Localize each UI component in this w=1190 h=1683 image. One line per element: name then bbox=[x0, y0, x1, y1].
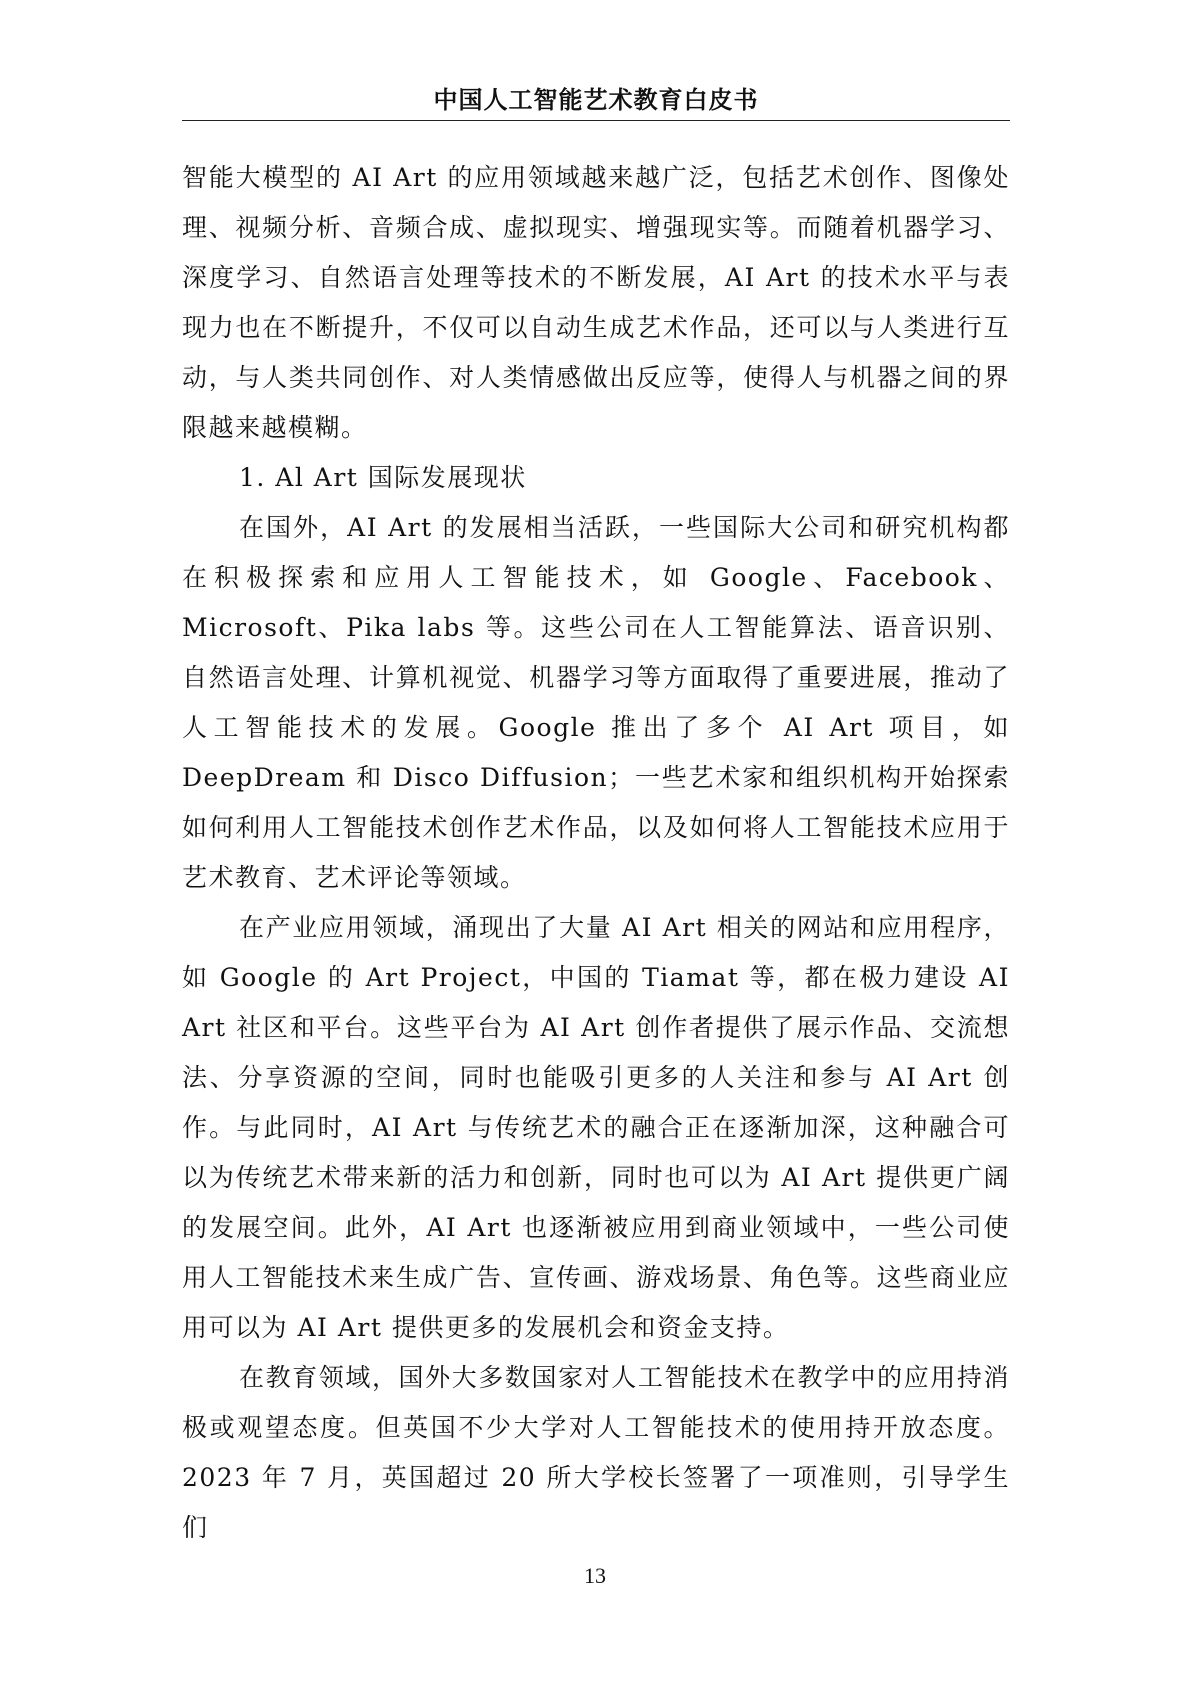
running-header-title: 中国人工智能艺术教育白皮书 bbox=[433, 86, 759, 114]
paragraph-education: 在教育领域，国外大多数国家对人工智能技术在教学中的应用持消极或观望态度。但英国不少大学对人工智能技术的使用持开放态度。2023 年 7 月，英国超过 20 所大学校长签署了一项准则，引导学生们 bbox=[182, 1363, 1010, 1542]
section-heading: 1. Al Art 国际发展现状 bbox=[239, 463, 527, 492]
page-number: 13 bbox=[584, 1563, 606, 1588]
paragraph-industry: 在产业应用领域，涌现出了大量 AI Art 相关的网站和应用程序，如 Google 的 Art Project，中国的 Tiamat 等，都在极力建设 AI Art 社区和平台。这些平台为 AI Art 创作者提供了展示作品、交流想法、分享资源的空间，同时也能吸引更多的人关注和参与 AI Art 创作。与此同时，AI Art 与传统艺术的融合正在逐渐加深，这种融合可以为传统艺术带来新的活力和创新，同时也可以为 AI Art 提供更广阔的发展空间。此外，AI Art 也逐渐被应用到商业领域中，一些公司使用人工智能技术来生成广告、宣传画、游戏场景、角色等。这些商业应用可以为 AI Art 提供更多的发展机会和资金支持。 bbox=[182, 913, 1010, 1342]
paragraph-international: 在国外，AI Art 的发展相当活跃，一些国际大公司和研究机构都在积极探索和应用人工智能技术，如 Google、Facebook、Microsoft、Pika labs 等。这些公司在人工智能算法、语音识别、自然语言处理、计算机视觉、机器学习等方面取得了重要进展，推动了人工智能技术的发展。Google 推出了多个 AI Art 项目，如 DeepDream 和 Disco Diffusion；一些艺术家和组织机构开始探索如何利用人工智能技术创作艺术作品，以及如何将人工智能技术应用于艺术教育、艺术评论等领域。 bbox=[182, 513, 1010, 892]
paragraph-continuation: 智能大模型的 AI Art 的应用领域越来越广泛，包括艺术创作、图像处理、视频分析、音频合成、虚拟现实、增强现实等。而随着机器学习、深度学习、自然语言处理等技术的不断发展，AI Art 的技术水平与表现力也在不断提升，不仅可以自动生成艺术作品，还可以与人类进行互动，与人类共同创作、对人类情感做出反应等，使得人与机器之间的界限越来越模糊。 bbox=[182, 163, 1010, 442]
header-divider bbox=[182, 120, 1010, 121]
body-text bbox=[182, 153, 1010, 1553]
